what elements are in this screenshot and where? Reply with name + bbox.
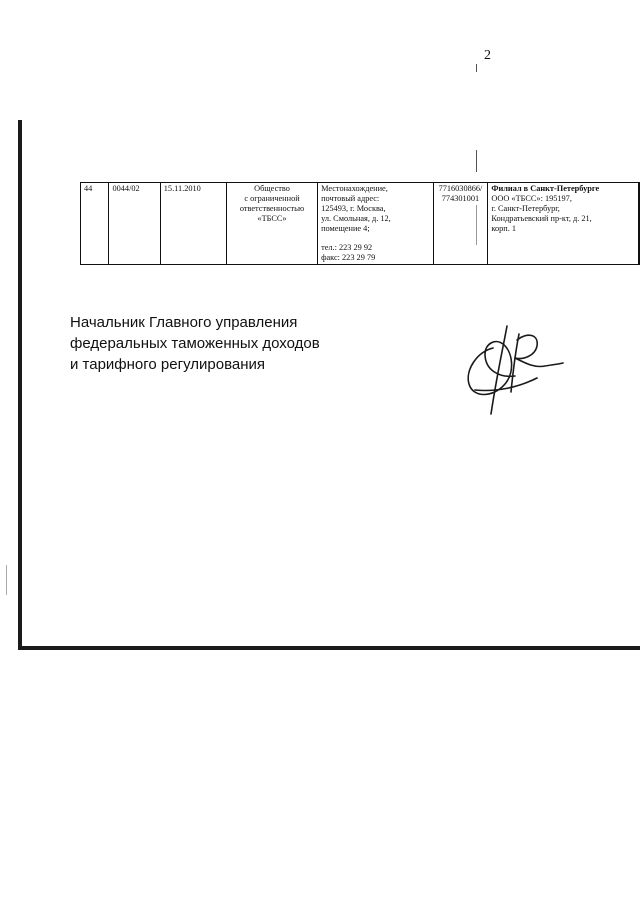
organization-line: Общество xyxy=(254,184,290,193)
signatory-block xyxy=(70,312,320,375)
signatory-line: Начальник Главного управления xyxy=(70,314,298,331)
cell-organization xyxy=(226,183,317,265)
organization-line: с ограниченной xyxy=(244,194,300,204)
address-line: ул. Смольная, д. 12, xyxy=(321,214,391,224)
signatory-line: федеральных таможенных доходов xyxy=(70,335,320,352)
scan-mark xyxy=(476,150,477,172)
page-number: 2 xyxy=(484,48,491,63)
branch-line: Кондратьевский пр-кт, д. 21, xyxy=(491,214,592,224)
signatory-line: и тарифного регулирования xyxy=(70,356,265,373)
cell-license-number: 0044/02 xyxy=(109,183,160,265)
registry-table xyxy=(80,182,640,265)
branch-line: г. Санкт-Петербург, xyxy=(491,204,560,214)
cell-address xyxy=(318,183,433,265)
fax-line: факс: 223 29 79 xyxy=(321,252,376,262)
inn-line: 7716030866/ xyxy=(438,184,483,193)
branch-title: Филиал в Санкт-Петербурге xyxy=(491,184,600,193)
scan-mark xyxy=(476,64,477,72)
cell-inn-kpp xyxy=(433,183,488,265)
cell-branch xyxy=(488,183,639,265)
branch-line: ООО «ТБСС»: 195197, xyxy=(491,194,572,204)
phone-line: тел.: 223 29 92 xyxy=(321,242,373,252)
address-line: помещение 4; xyxy=(321,224,370,234)
branch-line: корп. 1 xyxy=(491,224,517,234)
scan-mark xyxy=(6,565,7,595)
kpp-line: 774301001 xyxy=(441,194,480,204)
address-line: 125493, г. Москва, xyxy=(321,204,386,214)
address-spacer xyxy=(321,235,429,243)
handwritten-signature xyxy=(455,318,565,422)
organization-line: ответственностью xyxy=(239,204,305,214)
left-margin-rule xyxy=(18,120,22,650)
cell-number: 44 xyxy=(81,183,109,265)
cell-date: 15.11.2010 xyxy=(160,183,226,265)
address-line: почтовый адрес: xyxy=(321,194,380,204)
address-line: Местонахождение, xyxy=(321,184,388,193)
bottom-margin-rule xyxy=(20,646,640,650)
organization-line: «ТБСС» xyxy=(257,214,287,224)
table-row xyxy=(81,183,640,265)
